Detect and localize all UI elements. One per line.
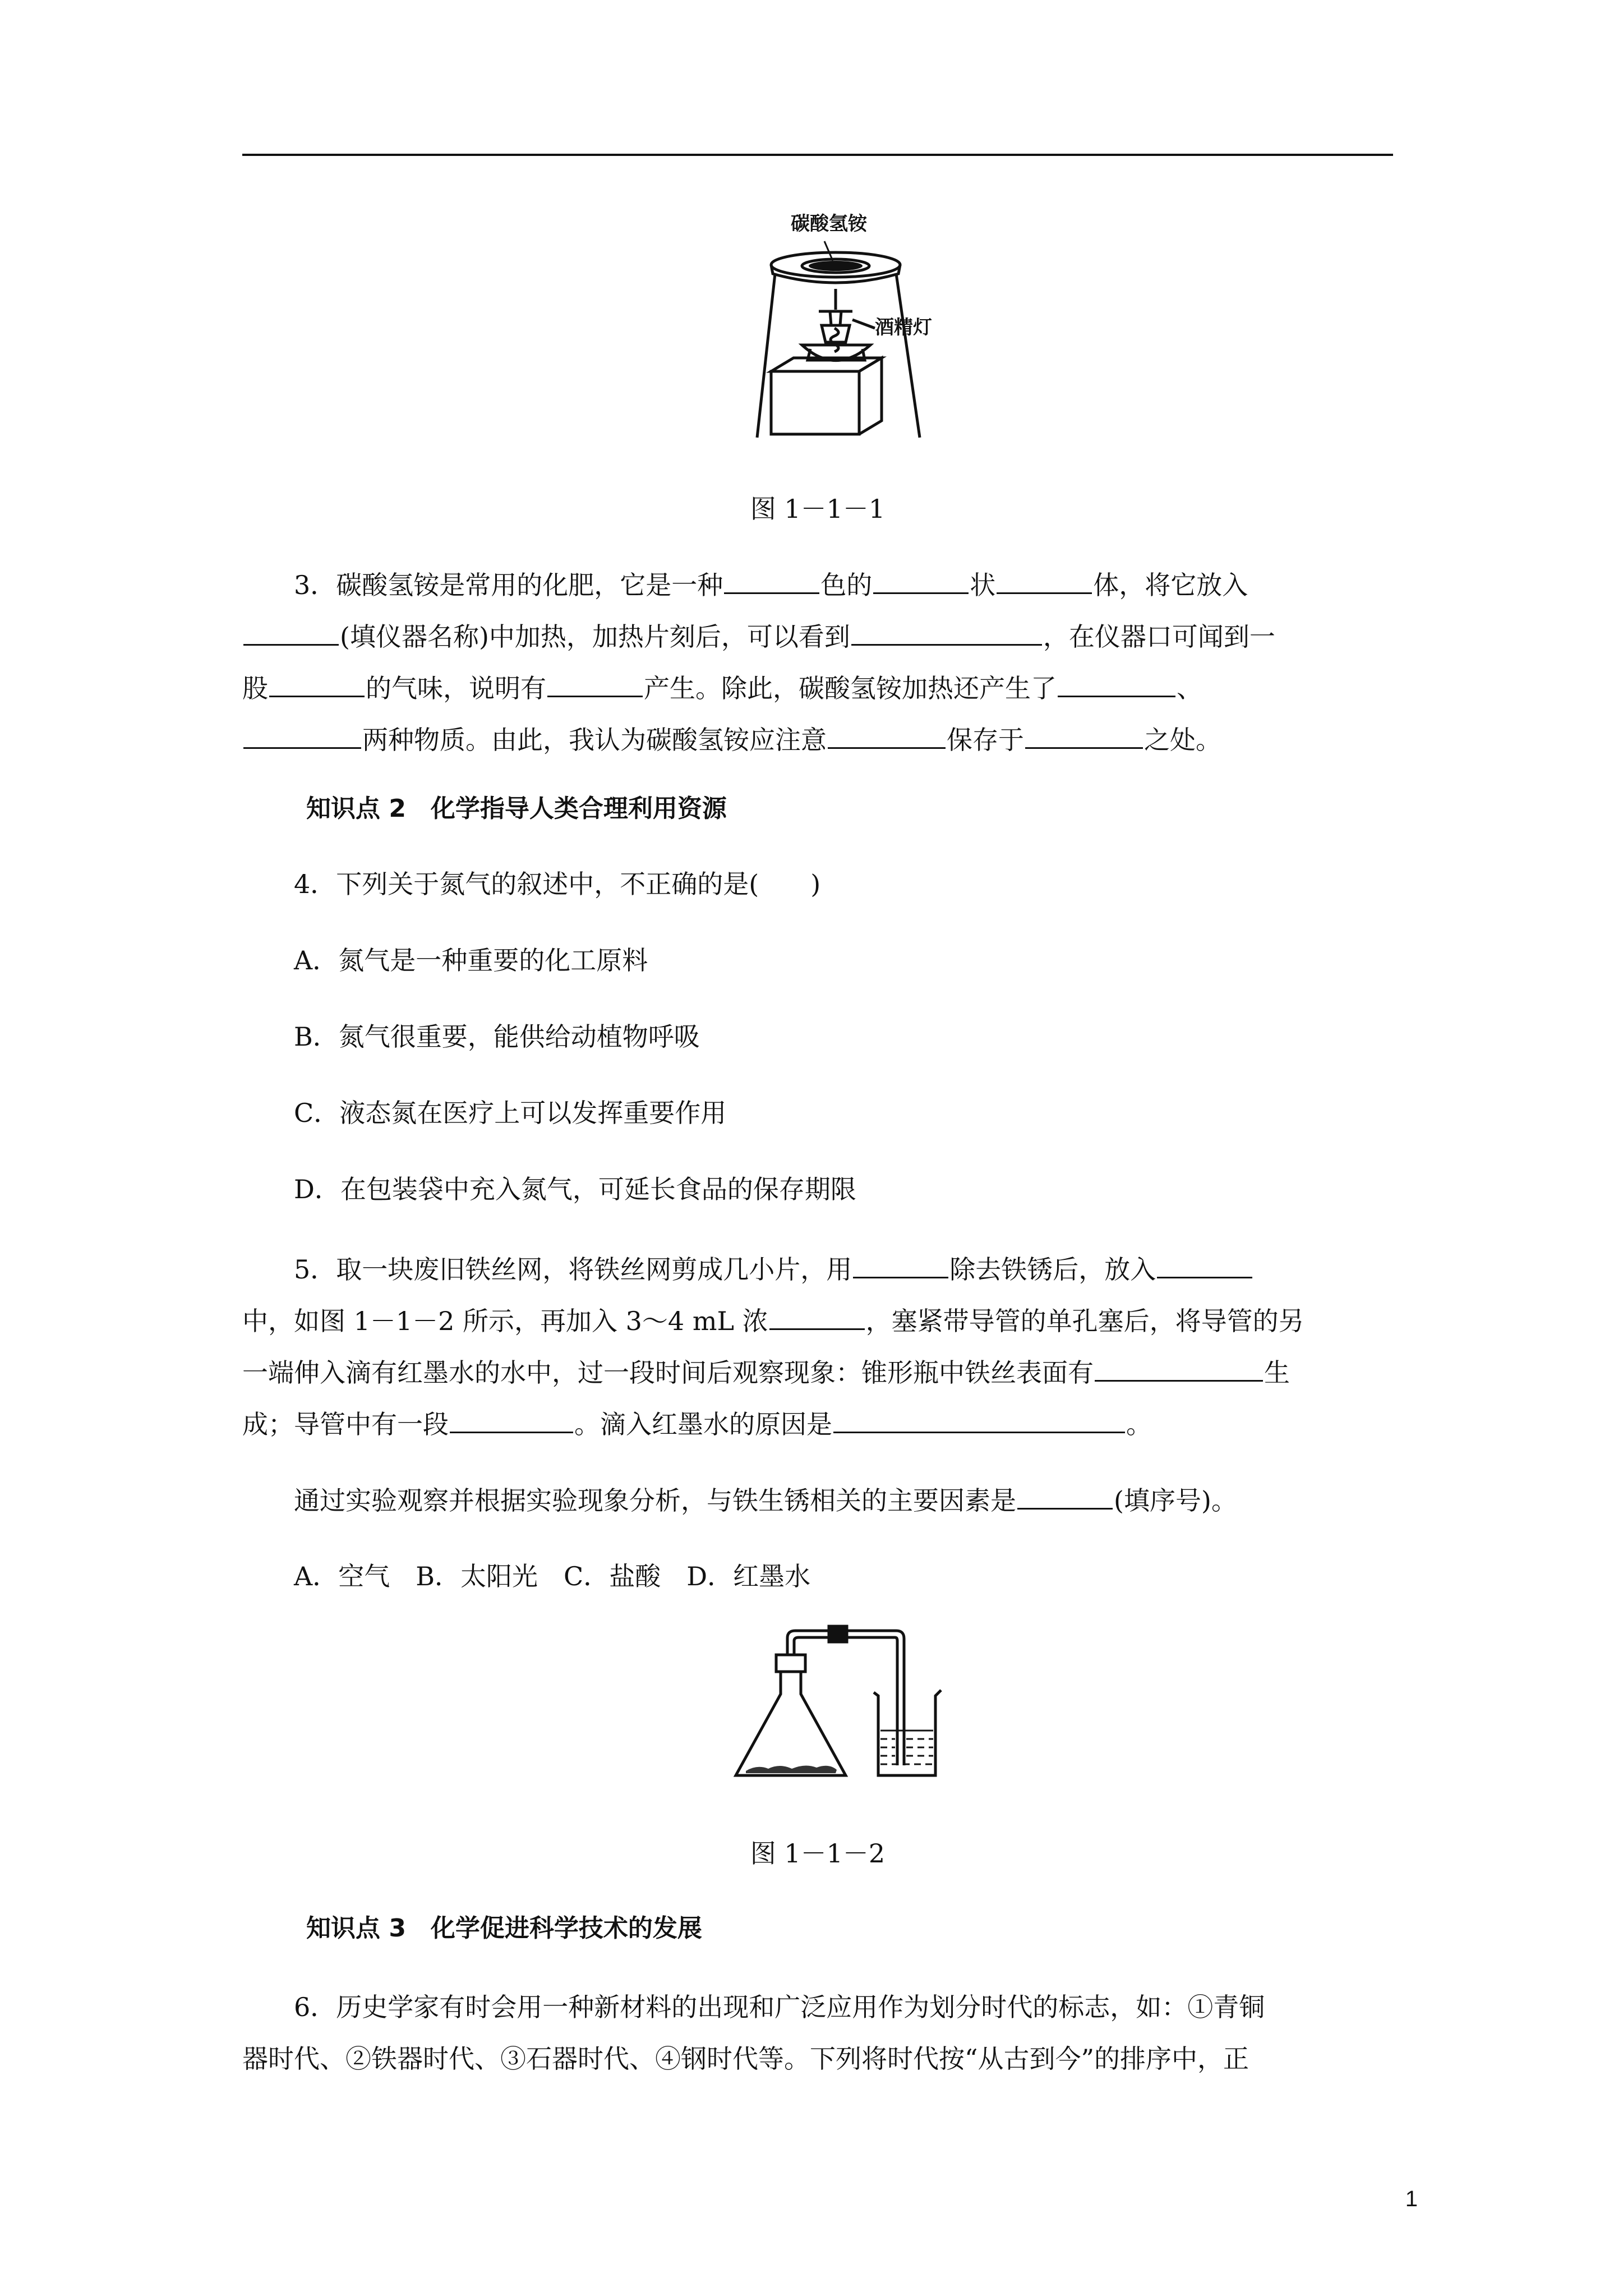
- figure-rust-apparatus: [729, 1624, 953, 1792]
- q5-line-1: 5．取一块废旧铁丝网，将铁丝网剪成几小片，用 除去铁锈后，放入: [242, 1251, 1445, 1287]
- q5-line-5: 通过实验观察并根据实验现象分析，与铁生锈相关的主要因素是 (填序号)。: [242, 1482, 1445, 1519]
- section-heading-3: 知识点 3 化学促进科学技术的发展: [306, 1914, 702, 1943]
- q3-blank-product-2[interactable]: [243, 721, 361, 749]
- q5-blank-tube[interactable]: [450, 1406, 573, 1433]
- q4-stem: 4．下列关于氮气的叙述中，不正确的是( ): [294, 869, 821, 899]
- q3-blank-place[interactable]: [1025, 721, 1143, 749]
- q5-blank-container[interactable]: [1157, 1251, 1252, 1278]
- figure-heating-apparatus: [740, 208, 965, 443]
- header-rule: [242, 154, 1393, 156]
- section-heading-2: 知识点 2 化学指导人类合理利用资源: [306, 794, 727, 823]
- figure1-label-side: 酒精灯: [875, 316, 932, 339]
- q3-blank-instrument[interactable]: [243, 618, 339, 646]
- q3-blank-state[interactable]: [997, 567, 1092, 594]
- q5-line-4: 成；导管中有一段 。滴入红墨水的原因是 。: [242, 1406, 1393, 1442]
- q3-blank-shape[interactable]: [873, 567, 969, 594]
- q4-option-b[interactable]: B．氮气很重要，能供给动植物呼吸: [294, 1022, 700, 1052]
- q5-blank-reason[interactable]: [833, 1406, 1125, 1433]
- q3-line-1: 3．碳酸氢铵是常用的化肥，它是一种 色的 状 体，将它放入: [242, 567, 1445, 603]
- q3-blank-smell[interactable]: [269, 670, 365, 697]
- page-number: 1: [1405, 2187, 1418, 2211]
- q6-line-1: 6．历史学家有时会用一种新材料的出现和广泛应用作为划分时代的标志，如：①青铜: [294, 1992, 1265, 2022]
- q5-blank-acid[interactable]: [769, 1303, 865, 1330]
- figure1-label-top: 碳酸氢铵: [791, 213, 867, 235]
- q4-option-c[interactable]: C．液态氮在医疗上可以发挥重要作用: [294, 1098, 727, 1128]
- q5-line-2: 中，如图 1－1－2 所示，再加入 3～4 mL 浓 ，塞紧带导管的单孔塞后，将导管的另: [242, 1303, 1393, 1339]
- q4-option-a[interactable]: A．氮气是一种重要的化工原料: [294, 945, 648, 976]
- q3-blank-product-1[interactable]: [1058, 670, 1175, 697]
- q5-line-3: 一端伸入滴有红墨水的水中，过一段时间后观察现象：锥形瓶中铁丝表面有 生: [242, 1354, 1393, 1391]
- q5-blank-factor[interactable]: [1017, 1482, 1113, 1510]
- q6-line-2: 器时代、②铁器时代、③石器时代、④钢时代等。下列将时代按“从古到今”的排序中，正: [242, 2044, 1249, 2074]
- q4-option-d[interactable]: D．在包装袋中充入氮气，可延长食品的保存期限: [294, 1174, 856, 1204]
- q3-blank-observation[interactable]: [851, 618, 1042, 646]
- q5-blank-surface[interactable]: [1095, 1354, 1263, 1382]
- q5-options: A．空气 B．太阳光 C．盐酸 D．红墨水: [294, 1561, 811, 1591]
- q3-blank-gas[interactable]: [547, 670, 643, 697]
- q3-blank-storage[interactable]: [828, 721, 946, 749]
- q5-blank-remover[interactable]: [853, 1251, 948, 1278]
- q3-blank-color[interactable]: [724, 567, 819, 594]
- figure2-caption: 图 1－1－2: [750, 1838, 886, 1869]
- q3-line-2: (填仪器名称)中加热，加热片刻后，可以看到 ，在仪器口可闻到一: [242, 618, 1393, 655]
- q3-line-3: 股 的气味，说明有 产生。除此，碳酸氢铵加热还产生了 、: [242, 670, 1393, 706]
- figure1-caption: 图 1－1－1: [750, 494, 886, 524]
- q3-line-4: 两种物质。由此，我认为碳酸氢铵应注意 保存于 之处。: [242, 721, 1393, 758]
